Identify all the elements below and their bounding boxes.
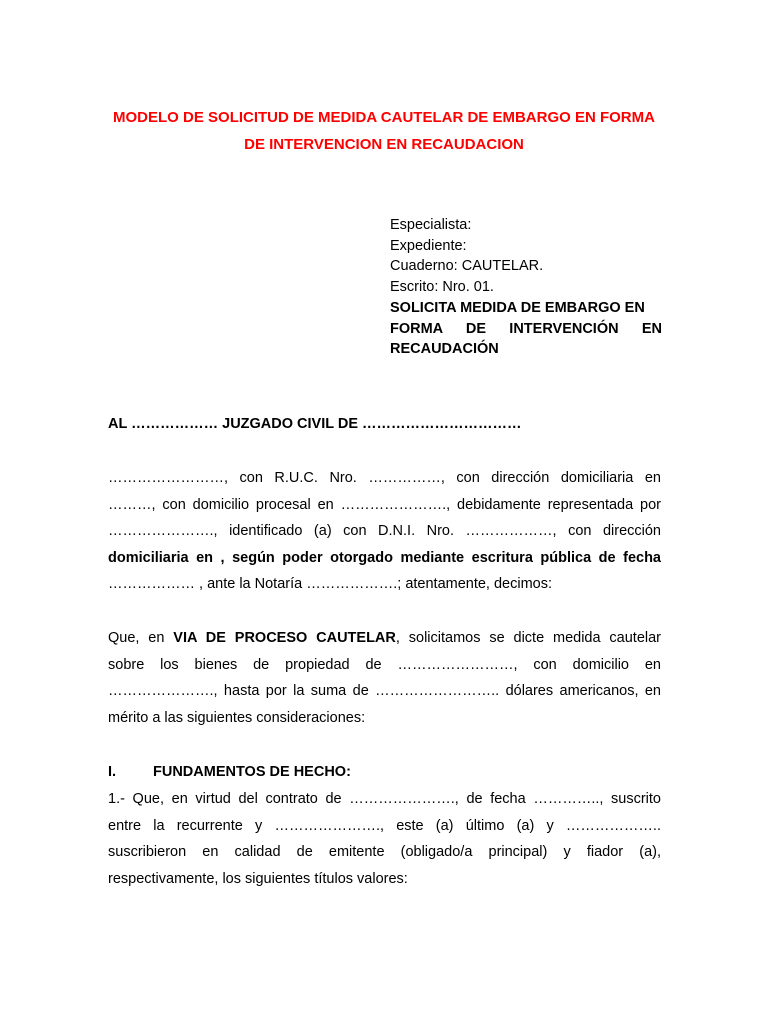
fact-1-paragraph <box>108 786 661 892</box>
intro-paragraph <box>108 465 661 598</box>
document-title <box>0 104 768 158</box>
intro-line-5: ……………… , ante la Notaría ……………….; atentamente, decimos: <box>108 576 553 593</box>
expediente-label: Expediente: <box>390 237 467 254</box>
section-title: FUNDAMENTOS DE HECHO: <box>153 764 351 780</box>
request-line-1-c: , solicitamos se dicte medida cautelar <box>395 630 661 646</box>
intro-line-2: ………, con domicilio procesal en …………………., debidamente representada por <box>108 496 661 513</box>
fact-1-line-4: respectivamente, los siguientes títulos valores: <box>108 870 408 887</box>
request-paragraph <box>108 625 661 731</box>
fact-1-line-3: suscribieron en calidad de emitente (obligado/a principal) y fiador (a), <box>108 844 661 861</box>
request-line-4: mérito a las siguientes consideraciones: <box>108 709 366 726</box>
intro-line-1: ……………………, con R.U.C. Nro. ……………, con dirección domiciliaria en <box>108 470 661 486</box>
case-header-block <box>390 215 662 360</box>
especialista-label: Especialista: <box>390 217 472 233</box>
title-line-2: DE INTERVENCION EN RECAUDACION <box>244 136 524 153</box>
fact-1-line-1: 1.- Que, en virtud del contrato de …………………., de fecha ………….., suscrito <box>108 791 661 807</box>
sumilla-line-3: RECAUDACIÓN <box>390 341 499 358</box>
request-line-3: …………………., hasta por la suma de …………………….. dólares americanos, en <box>108 683 661 700</box>
title-line-1: MODELO DE SOLICITUD DE MEDIDA CAUTELAR DE EMBARGO EN FORMA <box>113 109 655 126</box>
sumilla-line-1: SOLICITA MEDIDA DE EMBARGO EN <box>390 299 645 316</box>
court-addressee: AL ……………… JUZGADO CIVIL DE …………………………… <box>108 416 522 432</box>
sumilla-line-2: FORMA DE INTERVENCIÓN EN <box>390 320 662 337</box>
request-line-1-a: Que, en <box>108 630 174 646</box>
section-number: I. <box>108 764 117 780</box>
cuaderno-label: Cuaderno: CAUTELAR. <box>390 258 544 275</box>
intro-line-4: domiciliaria en , según poder otorgado mediante escritura pública de fecha <box>108 549 661 566</box>
escrito-label: Escrito: Nro. 01. <box>390 279 494 296</box>
request-line-1-b: VIA DE PROCESO CAUTELAR <box>173 630 396 646</box>
intro-line-3: …………………., identificado (a) con D.N.I. Nro. ………………, con dirección <box>108 523 661 540</box>
fact-1-line-2: entre la recurrente y …………………., este (a) último (a) y ……………….. <box>108 817 661 834</box>
request-line-1 <box>108 625 661 652</box>
section-heading <box>108 762 668 782</box>
request-line-2: sobre los bienes de propiedad de ……………………, con domicilio en <box>108 656 661 673</box>
